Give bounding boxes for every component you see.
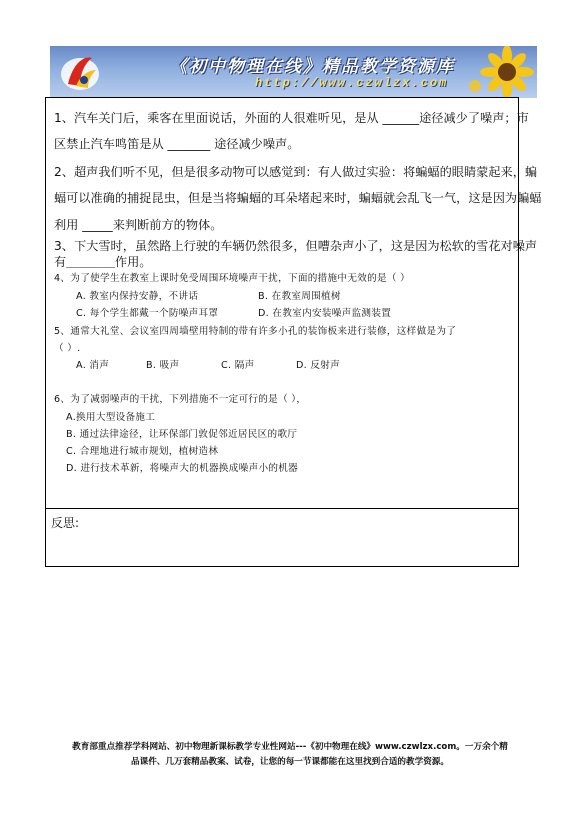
question-box xyxy=(45,97,542,509)
sunflower-icon xyxy=(465,46,535,98)
banner-title: 《初中物理在线》精品教学资源库 xyxy=(170,57,455,77)
q6-stem: 6、为了减弱噪声的干扰，下列措施不一定可行的是（ ）， xyxy=(54,394,307,405)
q5-option-d: D. 反射声 xyxy=(296,360,341,371)
site-logo-icon xyxy=(58,50,102,94)
q1-line-1: 1、汽车关门后，乘客在里面说话，外面的人很难听见，是从 ______途径减少了噪声；市 xyxy=(54,111,529,125)
q1-line-2: 区禁止汽车鸣笛是从 _______ 途径减少噪声。 xyxy=(54,137,300,151)
q5-option-c: C. 隔声 xyxy=(221,360,255,371)
q4-stem: 4、为了使学生在教室上课时免受周围环境噪声干扰，下面的措施中无效的是（ ） xyxy=(54,273,411,284)
q3-line-1: 3、下大雪时，虽然路上行驶的车辆仍然很多，但嘈杂声小了，这是因为松软的雪花对噪声 xyxy=(54,239,538,253)
q5-line-2: （ ）. xyxy=(54,343,81,354)
q5-option-a: A. 消声 xyxy=(76,360,110,371)
q5-option-b: B. 吸声 xyxy=(146,360,180,371)
q3-line-2: 有＿＿＿＿作用。 xyxy=(54,255,152,269)
q6-option-c: C. 合理地进行城市规划，植树造林 xyxy=(66,446,219,457)
q4-option-a: A. 教室内保持安静，不讲话 xyxy=(76,291,199,302)
q6-option-d: D. 进行技术革新，将噪声大的机器换成噪声小的机器 xyxy=(66,463,299,474)
q4-option-c: C. 每个学生都戴一个防噪声耳罩 xyxy=(76,308,219,319)
q5-line-1: 5、通常大礼堂、会议室四周墙壁用特制的带有许多小孔的装饰板来进行装修，这样做是为了 xyxy=(54,326,457,337)
q4-option-b: B. 在教室周围植树 xyxy=(258,291,341,302)
q2-line-3: 利用 _____来判断前方的物体。 xyxy=(54,218,223,232)
header-banner xyxy=(50,46,537,98)
q6-option-a: A.换用大型设备施工 xyxy=(66,412,156,423)
q6-option-b: B. 通过法律途径，让环保部门敦促邻近居民区的歌厅 xyxy=(66,429,298,440)
reflection-box xyxy=(45,508,519,567)
q4-option-d: D. 在教室内安装噪声监测装置 xyxy=(258,308,392,319)
footer-line-1: 教育部重点推荐学科网站、初中物理新课标教学专业性网站---《初中物理在线》www.czwlzx.com。一万余个精 xyxy=(72,742,508,752)
banner-url[interactable]: http://www.czwlzx.com xyxy=(255,76,449,90)
q2-line-1: 2、超声我们听不见，但是很多动物可以感觉到：有人做过实验：将蝙蝠的眼睛蒙起来，蝙 xyxy=(54,165,538,179)
footer-line-2: 品课件、几万套精品教案、试卷，让您的每一节课都能在这里找到合适的教学资源。 xyxy=(131,757,449,767)
reflection-label: 反思: xyxy=(51,516,80,530)
q2-line-2: 蝠可以准确的捕捉昆虫，但是当将蝙蝠的耳朵堵起来时，蝙蝠就会乱飞一气，这是因为蝙蝠 xyxy=(54,191,542,205)
